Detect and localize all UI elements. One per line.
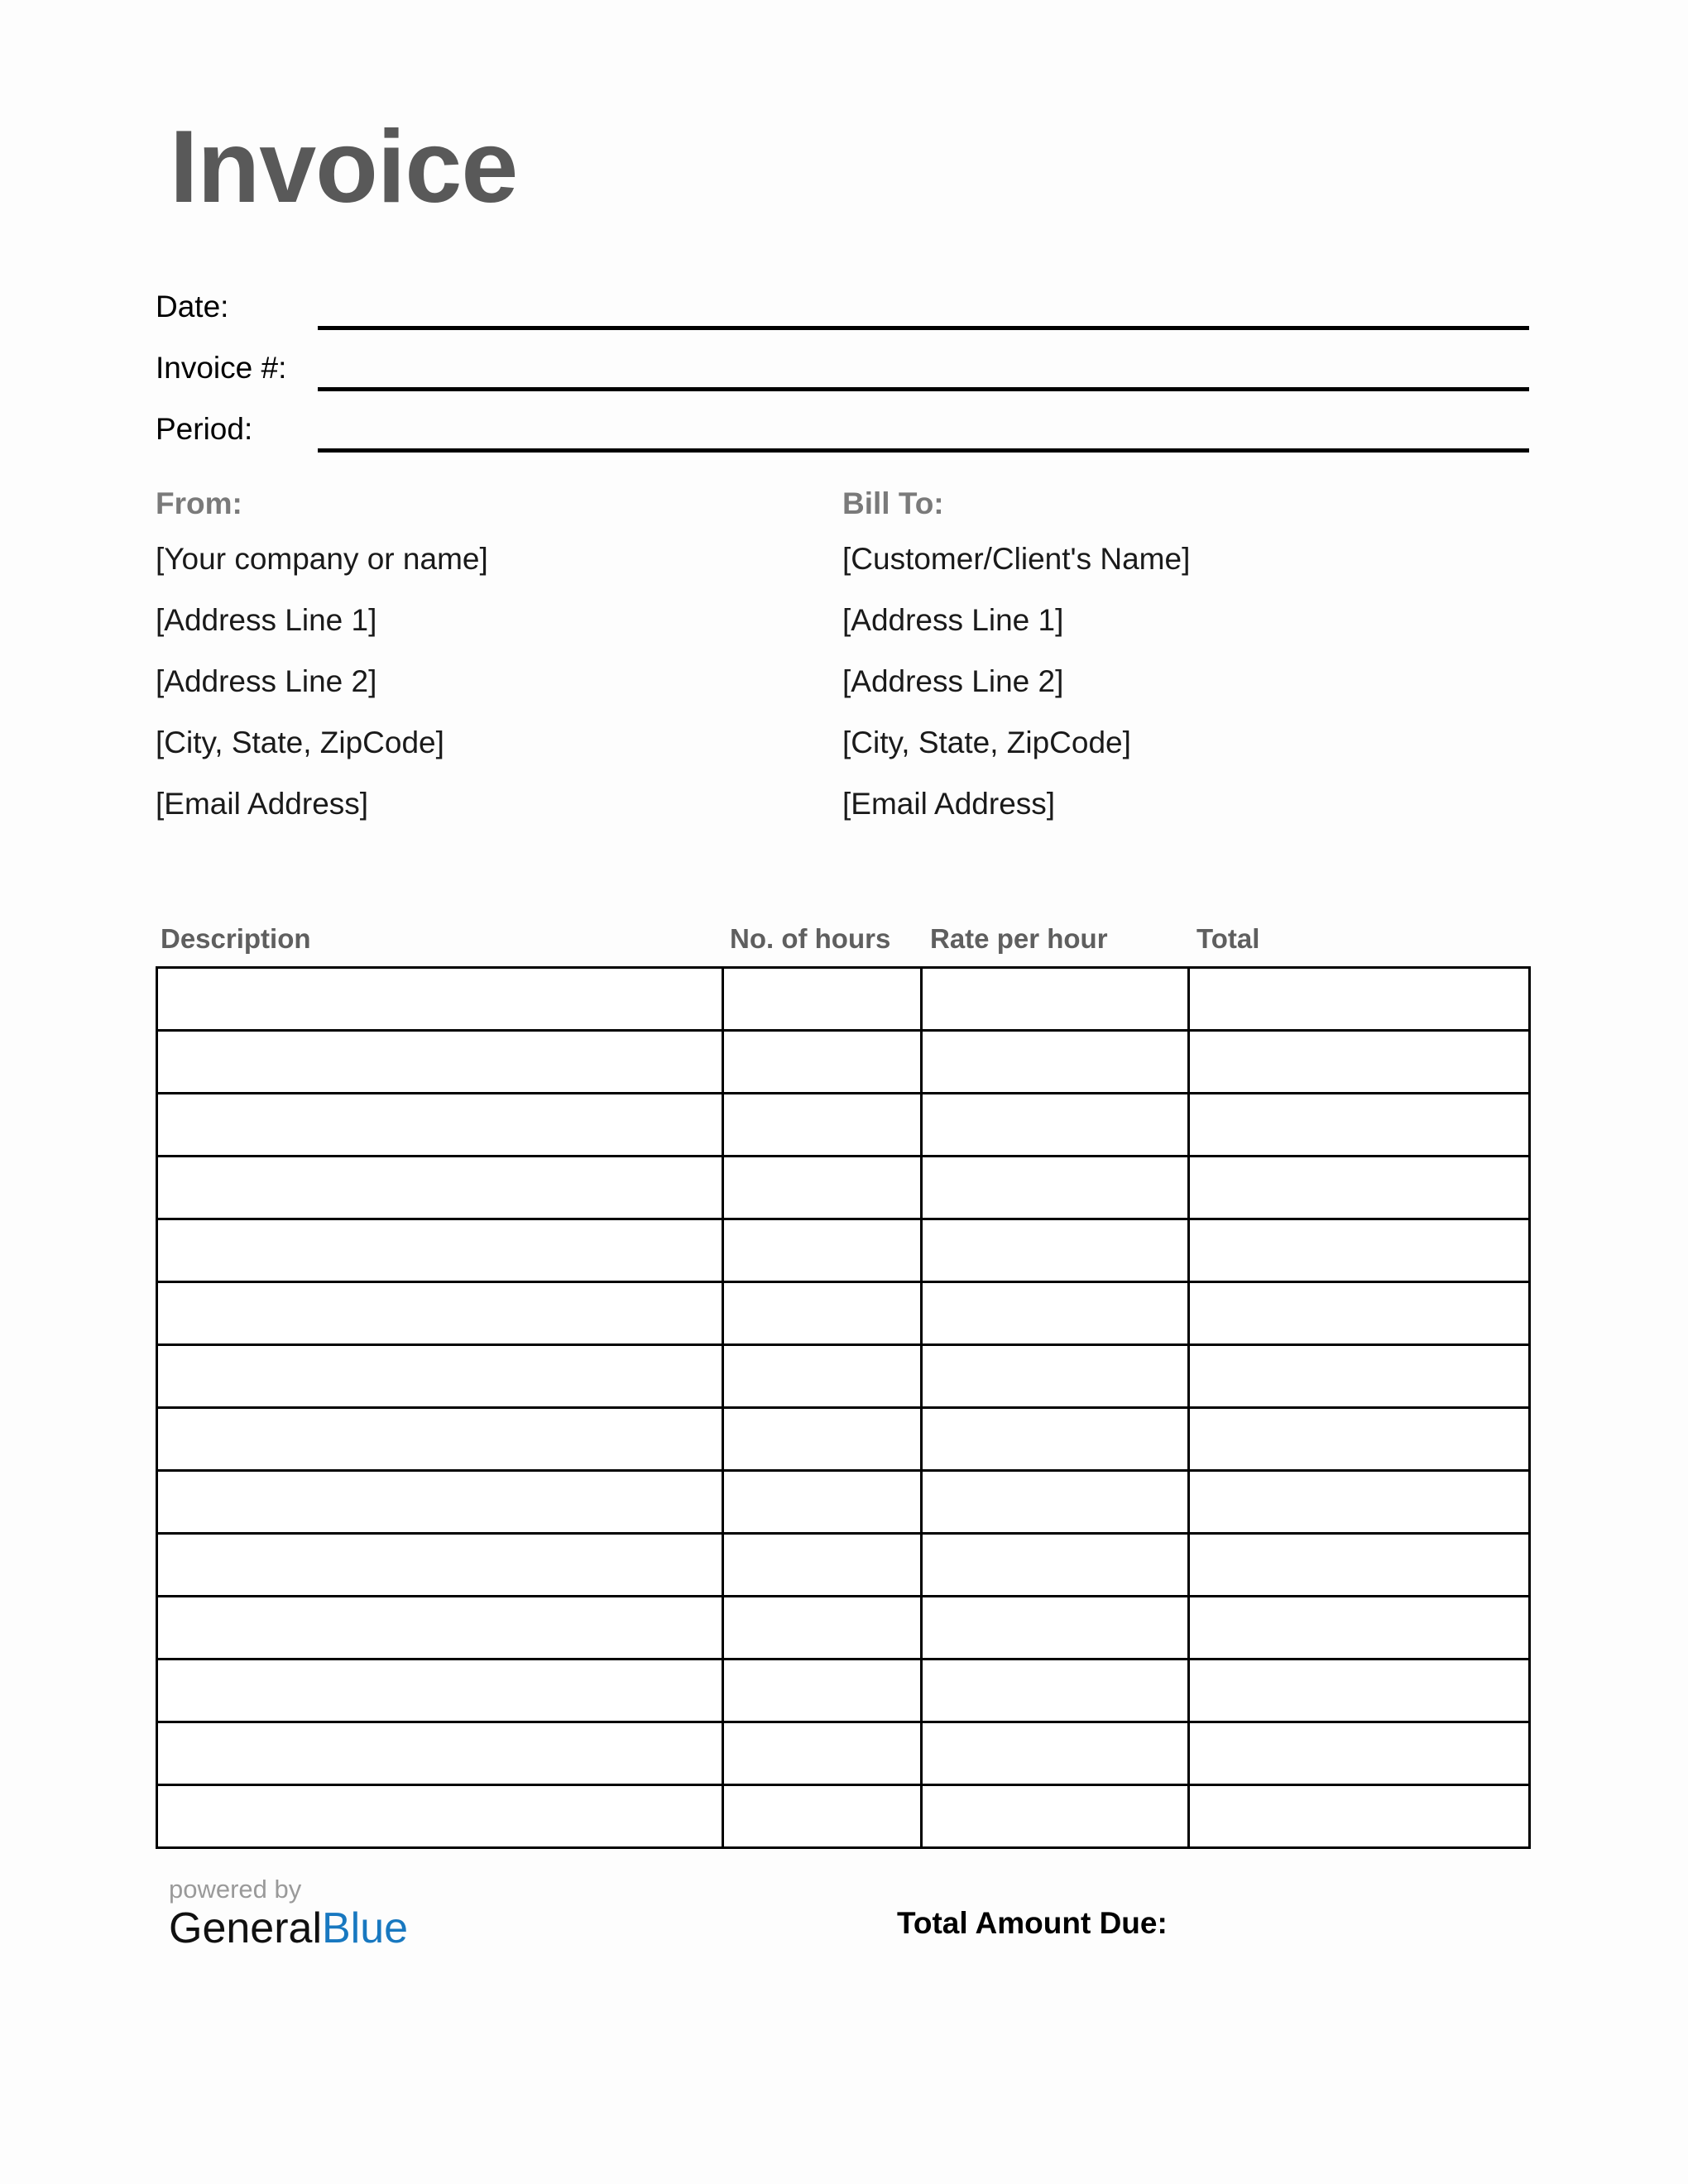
items-table	[156, 966, 1531, 1849]
cell-total[interactable]	[1189, 968, 1530, 1031]
invoice-footer	[156, 1876, 1529, 1992]
items-table-body	[157, 968, 1530, 1848]
from-address-line-1[interactable]: [Address Line 1]	[156, 603, 377, 637]
period-label: Period:	[156, 412, 253, 446]
cell-rate-per-hour[interactable]	[922, 1031, 1189, 1094]
table-row	[157, 1094, 1530, 1157]
cell-total[interactable]	[1189, 1722, 1530, 1785]
invoice-meta-fields	[156, 281, 1529, 465]
cell-description[interactable]	[157, 1597, 723, 1660]
bill-to-email-address[interactable]: [Email Address]	[842, 787, 1056, 821]
cell-rate-per-hour[interactable]	[922, 1345, 1189, 1408]
cell-rate-per-hour[interactable]	[922, 1094, 1189, 1157]
parties-section	[156, 488, 1529, 819]
total-amount-due-label: Total Amount Due:	[897, 1906, 1168, 1940]
cell-no-of-hours[interactable]	[723, 1219, 922, 1282]
table-row	[157, 1597, 1530, 1660]
cell-description[interactable]	[157, 1094, 723, 1157]
meta-field-date	[156, 281, 1529, 342]
from-email-address[interactable]: [Email Address]	[156, 787, 369, 821]
invoice-number-label: Invoice #:	[156, 351, 287, 385]
cell-total[interactable]	[1189, 1471, 1530, 1534]
table-row	[157, 1785, 1530, 1848]
cell-description[interactable]	[157, 1408, 723, 1471]
cell-description[interactable]	[157, 1534, 723, 1597]
column-header-no-of-hours: No. of hours	[730, 923, 891, 954]
bill-to-customer-name[interactable]: [Customer/Client's Name]	[842, 542, 1191, 576]
table-row	[157, 968, 1530, 1031]
brand-blue-text: Blue	[322, 1904, 409, 1952]
cell-total[interactable]	[1189, 1785, 1530, 1848]
table-row	[157, 1471, 1530, 1534]
items-table-headers	[156, 925, 1528, 966]
cell-description[interactable]	[157, 1722, 723, 1785]
cell-rate-per-hour[interactable]	[922, 1471, 1189, 1534]
table-row	[157, 1282, 1530, 1345]
cell-total[interactable]	[1189, 1094, 1530, 1157]
cell-description[interactable]	[157, 1345, 723, 1408]
cell-rate-per-hour[interactable]	[922, 1534, 1189, 1597]
cell-rate-per-hour[interactable]	[922, 1408, 1189, 1471]
cell-rate-per-hour[interactable]	[922, 1785, 1189, 1848]
cell-description[interactable]	[157, 1785, 723, 1848]
meta-field-invoice-number	[156, 342, 1529, 404]
cell-total[interactable]	[1189, 1534, 1530, 1597]
table-row	[157, 1408, 1530, 1471]
column-header-description: Description	[161, 923, 311, 954]
cell-description[interactable]	[157, 1282, 723, 1345]
cell-rate-per-hour[interactable]	[922, 968, 1189, 1031]
column-header-rate-per-hour: Rate per hour	[930, 923, 1108, 954]
cell-no-of-hours[interactable]	[723, 1408, 922, 1471]
cell-no-of-hours[interactable]	[723, 1282, 922, 1345]
from-block	[156, 488, 842, 819]
cell-no-of-hours[interactable]	[723, 1785, 922, 1848]
cell-total[interactable]	[1189, 1408, 1530, 1471]
from-city-state-zip[interactable]: [City, State, ZipCode]	[156, 726, 444, 759]
cell-description[interactable]	[157, 1660, 723, 1722]
bill-to-address-line-1[interactable]: [Address Line 1]	[842, 603, 1064, 637]
cell-total[interactable]	[1189, 1157, 1530, 1219]
cell-total[interactable]	[1189, 1345, 1530, 1408]
cell-total[interactable]	[1189, 1282, 1530, 1345]
cell-rate-per-hour[interactable]	[922, 1660, 1189, 1722]
invoice-number-input-line[interactable]	[318, 387, 1529, 391]
bill-to-city-state-zip[interactable]: [City, State, ZipCode]	[842, 726, 1131, 759]
cell-no-of-hours[interactable]	[723, 1534, 922, 1597]
table-row	[157, 1722, 1530, 1785]
from-company-name[interactable]: [Your company or name]	[156, 542, 488, 576]
powered-by-label: powered by	[169, 1875, 302, 1904]
meta-field-period	[156, 404, 1529, 465]
cell-rate-per-hour[interactable]	[922, 1722, 1189, 1785]
cell-description[interactable]	[157, 1471, 723, 1534]
cell-rate-per-hour[interactable]	[922, 1597, 1189, 1660]
cell-description[interactable]	[157, 1157, 723, 1219]
period-input-line[interactable]	[318, 448, 1529, 453]
cell-no-of-hours[interactable]	[723, 1031, 922, 1094]
generalblue-logo	[169, 1876, 408, 1950]
brand-general-text: General	[169, 1904, 322, 1952]
bill-to-block	[842, 488, 1529, 819]
cell-no-of-hours[interactable]	[723, 1094, 922, 1157]
table-row	[157, 1031, 1530, 1094]
page-title: Invoice	[170, 110, 518, 224]
cell-no-of-hours[interactable]	[723, 1722, 922, 1785]
cell-rate-per-hour[interactable]	[922, 1282, 1189, 1345]
bill-to-address-line-2[interactable]: [Address Line 2]	[842, 664, 1064, 698]
date-input-line[interactable]	[318, 326, 1529, 330]
cell-rate-per-hour[interactable]	[922, 1157, 1189, 1219]
cell-no-of-hours[interactable]	[723, 1660, 922, 1722]
cell-total[interactable]	[1189, 1597, 1530, 1660]
table-row	[157, 1157, 1530, 1219]
bill-to-heading: Bill To:	[842, 486, 944, 520]
brand-wordmark	[169, 1904, 409, 1952]
cell-description[interactable]	[157, 968, 723, 1031]
cell-description[interactable]	[157, 1031, 723, 1094]
cell-no-of-hours[interactable]	[723, 1345, 922, 1408]
cell-no-of-hours[interactable]	[723, 968, 922, 1031]
cell-no-of-hours[interactable]	[723, 1597, 922, 1660]
cell-description[interactable]	[157, 1219, 723, 1282]
table-row	[157, 1219, 1530, 1282]
table-row	[157, 1660, 1530, 1722]
table-row	[157, 1534, 1530, 1597]
cell-total[interactable]	[1189, 1031, 1530, 1094]
date-label: Date:	[156, 290, 229, 323]
from-heading: From:	[156, 486, 242, 520]
cell-no-of-hours[interactable]	[723, 1157, 922, 1219]
table-row	[157, 1345, 1530, 1408]
cell-no-of-hours[interactable]	[723, 1471, 922, 1534]
cell-total[interactable]	[1189, 1660, 1530, 1722]
column-header-total: Total	[1196, 923, 1260, 954]
from-address-line-2[interactable]: [Address Line 2]	[156, 664, 377, 698]
cell-rate-per-hour[interactable]	[922, 1219, 1189, 1282]
cell-total[interactable]	[1189, 1219, 1530, 1282]
